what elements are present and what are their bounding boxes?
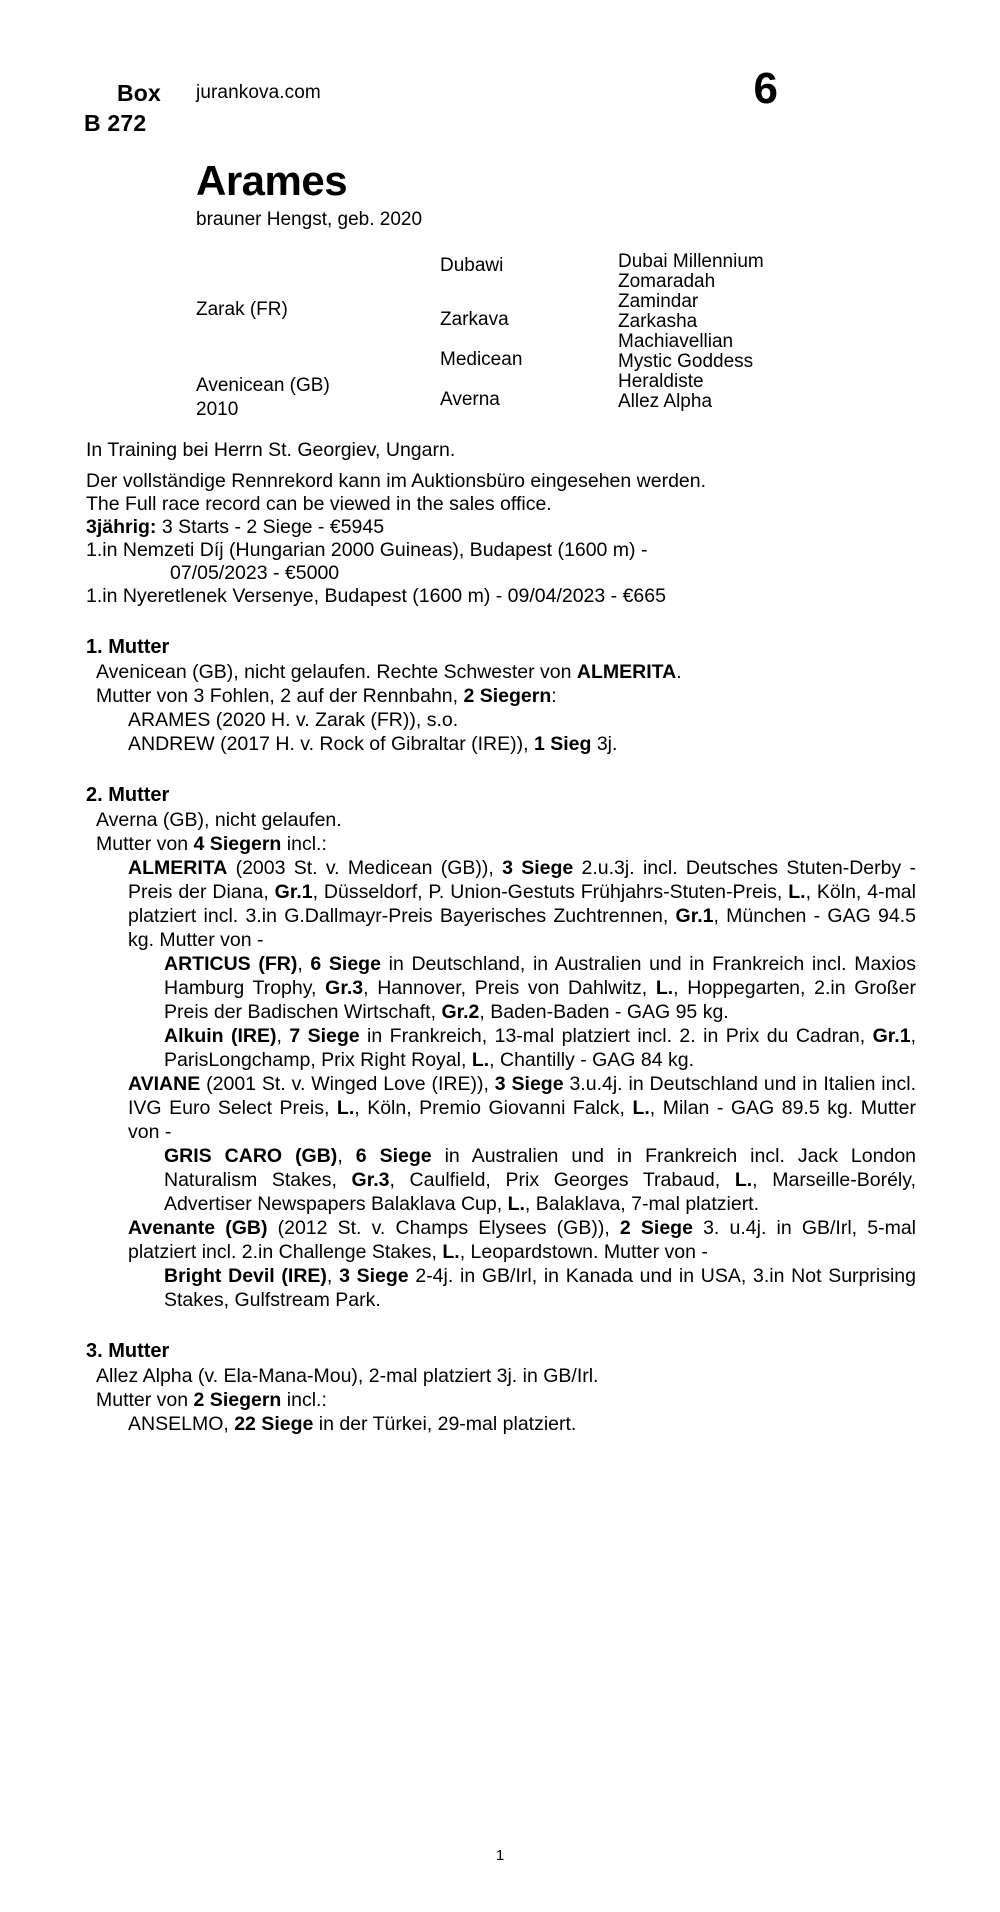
progeny-text: in Frankreich, 13-mal platziert incl. 2. in Prix du Cadran, <box>359 1025 873 1047</box>
box-identifier <box>84 78 178 138</box>
box-number: B 272 <box>84 110 147 136</box>
dam-1-line-1 <box>86 660 916 684</box>
progeny-text: in Deutschland, in Australien und in Frankreich incl. Maxios Hamburg Trophy, <box>164 953 916 999</box>
dam-2-line-2-text: Mutter von <box>96 833 194 855</box>
pedigree-dam: Avenicean (GB) <box>196 375 330 396</box>
progeny-text: , Marseille-Borély, Advertiser Newspapers Balaklava Cup, <box>164 1169 916 1215</box>
dam-2-line-2 <box>86 832 916 856</box>
progeny-highlight: Gr.1 <box>675 905 714 927</box>
dam-3-line-2-end: incl.: <box>281 1389 327 1411</box>
progeny-text: , <box>337 1145 356 1167</box>
progeny-text: , Balaklava, 7-mal platziert. <box>524 1193 760 1215</box>
dam-3-line-2-text: Mutter von <box>96 1389 194 1411</box>
progeny-text: 3. u.4j. in GB/Irl, 5-mal platziert incl. 2.in Challenge Stakes, <box>128 1217 916 1263</box>
progeny-entry <box>86 856 916 952</box>
dam-2-progeny-list <box>86 856 916 1312</box>
progeny-highlight: 3 Siege <box>339 1265 409 1287</box>
pedigree-gen3-item: Mystic Goddess <box>618 351 754 372</box>
progeny-text: , Köln, Premio Giovanni Falck, <box>354 1097 633 1119</box>
record-note-en: The Full race record can be viewed in the sales office. <box>86 493 552 515</box>
record-note-de: Der vollständige Rennrekord kann im Auktionsbüro eingesehen werden. <box>86 470 707 492</box>
age-summary: 3 Starts - 2 Siege - €5945 <box>161 516 385 538</box>
pedigree-table <box>0 242 1000 420</box>
dam-1-line-1-text: Avenicean (GB), nicht gelaufen. Rechte Schwester von <box>96 661 577 683</box>
progeny-entry <box>86 1024 916 1072</box>
progeny-highlight: 7 Siege <box>289 1025 360 1047</box>
progeny-entry <box>86 1144 916 1216</box>
progeny-text: , <box>326 1265 340 1287</box>
progeny-highlight: L. <box>655 977 674 999</box>
progeny-highlight: L. <box>734 1169 753 1191</box>
race-result-1-continuation: 07/05/2023 - €5000 <box>170 562 340 584</box>
foal-text: ARAMES (2020 H. v. Zarak (FR)), s.o. <box>128 709 459 731</box>
pedigree-gen3-item: Machiavellian <box>618 331 734 352</box>
progeny-entry <box>86 1072 916 1144</box>
website-url: jurankova.com <box>196 82 321 103</box>
race-result-2: 1.in Nyeretlenek Versenye, Budapest (1600 m) - 09/04/2023 - €665 <box>86 585 666 607</box>
progeny-highlight: 2 Siege <box>619 1217 693 1239</box>
pedigree-gen3-item: Zarkasha <box>618 311 698 332</box>
dam-3-progeny-list <box>86 1412 916 1436</box>
progeny-text: ANSELMO, <box>128 1413 235 1435</box>
progeny-text: , <box>297 953 311 975</box>
progeny-text: , Baden-Baden - GAG 95 kg. <box>479 1001 729 1023</box>
progeny-entry <box>86 1216 916 1264</box>
progeny-highlight: Gr.1 <box>872 1025 911 1047</box>
progeny-highlight: ALMERITA <box>128 857 228 879</box>
progeny-highlight: Gr.3 <box>325 977 364 999</box>
progeny-highlight: GRIS CARO (GB) <box>164 1145 338 1167</box>
progeny-text: 2.u.3j. incl. Deutsches Stuten-Derby - Preis der Diana, <box>128 857 916 903</box>
horse-name: Arames <box>196 157 348 204</box>
catalogue-page <box>0 64 1000 1912</box>
progeny-text: , Caulfield, Prix Georges Trabaud, <box>389 1169 735 1191</box>
dam-1-line-2 <box>86 684 916 708</box>
progeny-highlight: L. <box>442 1241 460 1263</box>
foal-highlight: 1 Sieg <box>533 733 592 755</box>
progeny-highlight: 6 Siege <box>355 1145 432 1167</box>
race-result-1-main: 1.in Nemzeti Díj (Hungarian 2000 Guineas), Budapest (1600 m) - <box>86 539 648 561</box>
progeny-text: , ParisLongchamp, Prix Right Royal, <box>164 1025 916 1071</box>
progeny-text: , Milan - GAG 89.5 kg. Mutter von - <box>128 1097 916 1143</box>
progeny-text: (2012 St. v. Champs Elysees (GB)), <box>267 1217 620 1239</box>
progeny-highlight: Avenante (GB) <box>128 1217 268 1239</box>
progeny-highlight: L. <box>507 1193 525 1215</box>
progeny-entry <box>86 1412 916 1436</box>
progeny-text: , München - GAG 94.5 kg. Mutter von - <box>128 905 916 951</box>
lot-number: 6 <box>753 64 778 113</box>
progeny-text: , Chantilly - GAG 84 kg. <box>489 1049 694 1071</box>
progeny-highlight: L. <box>632 1097 650 1119</box>
age-record-summary <box>86 516 916 539</box>
dam-section-3-title: 3. Mutter <box>86 1340 170 1362</box>
progeny-text: 3.u.4j. in Deutschland und in Italien incl. IVG Euro Select Preis, <box>128 1073 916 1119</box>
dam-2-winners-count: 4 Siegern <box>193 833 282 855</box>
progeny-highlight: L. <box>471 1049 490 1071</box>
progeny-text: , Düsseldorf, P. Union-Gestuts Frühjahrs-Stuten-Preis, <box>312 881 789 903</box>
pedigree-gen3-item: Zamindar <box>618 291 699 312</box>
dam-section-2-title: 2. Mutter <box>86 784 170 806</box>
progeny-highlight: AVIANE <box>128 1073 201 1095</box>
pedigree-gen3-item: Zomaradah <box>618 271 716 292</box>
progeny-highlight: 6 Siege <box>310 953 381 975</box>
progeny-entry <box>86 952 916 1024</box>
progeny-text: , Leopardstown. Mutter von - <box>459 1241 708 1263</box>
progeny-text: in der Türkei, 29-mal platziert. <box>313 1413 577 1435</box>
progeny-highlight: L. <box>336 1097 355 1119</box>
progeny-entry <box>86 1264 916 1312</box>
page-number: 1 <box>495 1847 505 1864</box>
pedigree-gen3-item: Allez Alpha <box>618 391 713 412</box>
progeny-highlight: Gr.2 <box>441 1001 480 1023</box>
dam-3-line-1: Allez Alpha (v. Ela-Mana-Mou), 2-mal platziert 3j. in GB/Irl. <box>96 1365 599 1387</box>
pedigree-dam-sire: Medicean <box>440 349 523 370</box>
dam-1-foal <box>86 732 916 756</box>
dam-1-winners-count: 2 Siegern <box>463 685 552 707</box>
foal-text-end: 3j. <box>591 733 618 755</box>
dam-3-winners-count: 2 Siegern <box>193 1389 282 1411</box>
pedigree-sire-sire: Dubawi <box>440 255 504 276</box>
training-line: In Training bei Herrn St. Georgiev, Ungarn. <box>86 439 456 461</box>
progeny-text: (2003 St. v. Medicean (GB)), <box>227 857 503 879</box>
progeny-highlight: 3 Siege <box>494 1073 564 1095</box>
progeny-highlight: 3 Siege <box>502 857 574 879</box>
progeny-text: , <box>276 1025 290 1047</box>
pedigree-sire-dam: Zarkava <box>440 309 509 330</box>
dam-1-line-2-text: Mutter von 3 Fohlen, 2 auf der Rennbahn, <box>96 685 464 707</box>
foal-text: ANDREW (2017 H. v. Rock of Gibraltar (IRE)), <box>128 733 534 755</box>
progeny-highlight: Bright Devil (IRE) <box>164 1265 327 1287</box>
progeny-text: , Hoppegarten, 2.in Großer Preis der Badischen Wirtschaft, <box>164 977 916 1023</box>
race-result-1 <box>86 539 916 585</box>
dam-1-relative-name: ALMERITA <box>576 661 677 683</box>
dam-1-line-1-end: . <box>676 661 682 683</box>
progeny-text: , Hannover, Preis von Dahlwitz, <box>363 977 656 999</box>
progeny-highlight: Alkuin (IRE) <box>164 1025 277 1047</box>
pedigree-gen3-item: Dubai Millennium <box>618 251 764 272</box>
catalogue-body <box>0 438 1000 1436</box>
dam-section-1 <box>86 634 916 756</box>
age-label: 3jährig: <box>86 516 157 538</box>
progeny-highlight: ARTICUS (FR) <box>164 953 298 975</box>
progeny-highlight: 22 Siege <box>234 1413 314 1435</box>
progeny-highlight: Gr.1 <box>274 881 313 903</box>
dam-3-line-2 <box>86 1388 916 1412</box>
progeny-text: , Köln, 4-mal platziert incl. 3.in G.Dallmayr-Preis Bayerisches Zuchtrennen, <box>128 881 916 927</box>
dam-section-1-title: 1. Mutter <box>86 636 170 658</box>
progeny-text: 2-4j. in GB/Irl, in Kanada und in USA, 3.in Not Surprising Stakes, Gulfstream Park. <box>164 1265 916 1311</box>
progeny-text: in Australien und in Frankreich incl. Jack London Naturalism Stakes, <box>164 1145 917 1191</box>
dam-section-3 <box>86 1338 916 1436</box>
pedigree-dam-year: 2010 <box>196 399 239 420</box>
pedigree-dam-dam: Averna <box>440 389 500 410</box>
dam-2-line-1: Averna (GB), nicht gelaufen. <box>96 809 342 831</box>
progeny-highlight: L. <box>788 881 806 903</box>
dam-section-2 <box>86 782 916 1312</box>
horse-description: brauner Hengst, geb. 2020 <box>196 209 423 230</box>
progeny-highlight: Gr.3 <box>351 1169 390 1191</box>
progeny-text: (2001 St. v. Winged Love (IRE)), <box>200 1073 495 1095</box>
dam-2-line-2-end: incl.: <box>281 833 327 855</box>
dam-1-line-2-end: : <box>551 685 557 707</box>
page-header <box>0 64 1000 148</box>
pedigree-gen3-item: Heraldiste <box>618 371 704 392</box>
dam-1-foal <box>86 708 916 732</box>
box-label: Box <box>116 80 162 106</box>
pedigree-sire: Zarak (FR) <box>196 299 288 320</box>
